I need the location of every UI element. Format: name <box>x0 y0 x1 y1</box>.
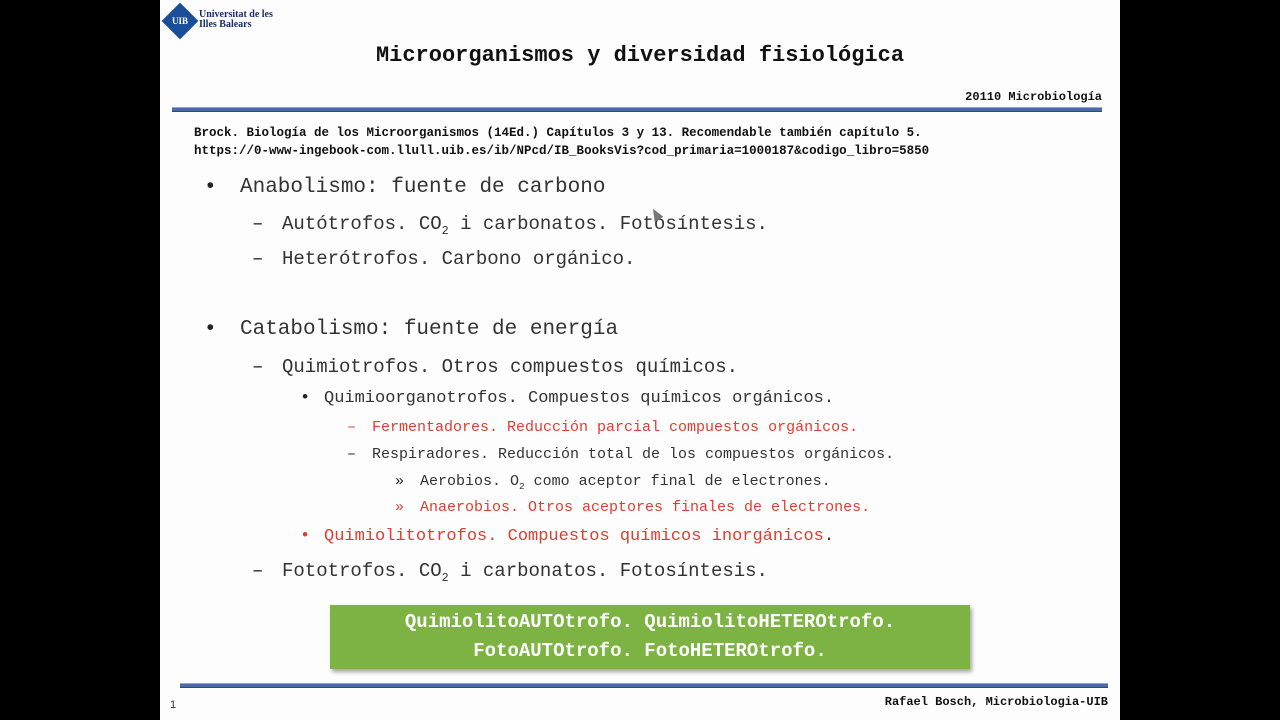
slide <box>160 0 1120 720</box>
bullet-icon: • <box>300 527 311 546</box>
uib-logo-text: Universitat de les Illes Balears <box>199 9 273 30</box>
bullet-respiradores: – Respiradores. Reducción total de los compuestos orgánicos. <box>347 446 895 463</box>
bullet-autotrofos: – Autótrofos. $CO_2$ i carbonatos. Fotosíntesis. <box>252 213 768 238</box>
dash-icon: – <box>347 419 357 436</box>
reference-link[interactable]: https://0-www-ingebook-com.llull.uib.es/ib/NPcd/IB_BooksVis?cod_primaria=1000187&codigo_libro=5850 <box>194 144 930 158</box>
bullet-fototrofos: – Fototrofos. $CO_2$ i carbonatos. Fotosíntesis. <box>252 560 768 585</box>
summary-box <box>330 605 970 669</box>
slide-title: Microorganismos y diversidad fisiológica <box>375 43 905 68</box>
bullet-anaerobios: » Anaerobios. Otros aceptores finales de electrones. <box>395 499 871 516</box>
bullet-heterotrofos: – Heterótrofos. Carbono orgánico. <box>252 248 636 270</box>
bullet-quimioorganotrofos: • Quimioorganotrofos. Compuestos químicos orgánicos. <box>300 389 835 408</box>
top-divider <box>172 107 1102 112</box>
bullet-quimiotrofos: – Quimiotrofos. Otros compuestos químicos. <box>252 356 739 378</box>
dash-icon: – <box>252 560 264 582</box>
bottom-divider <box>180 683 1108 688</box>
bullet-fermentadores: – Fermentadores. Reducción parcial compuestos orgánicos. <box>347 419 859 436</box>
chevron-right-icon: » <box>395 473 405 490</box>
bullet-icon: • <box>204 176 217 199</box>
bullet-aerobios: » Aerobios. $O_2$ como aceptor final de electrones. <box>395 473 831 492</box>
dash-icon: – <box>252 248 264 270</box>
chevron-right-icon: » <box>395 499 405 516</box>
reference-text <box>194 124 929 160</box>
uib-logo <box>163 6 289 34</box>
page-number: 1 <box>170 699 177 711</box>
bullet-anabolismo: • Anabolismo: fuente de carbono <box>204 176 606 199</box>
bullet-quimiolitotrofos: • Quimiolitotrofos. Compuestos químicos inorgánicos. <box>300 527 835 546</box>
summary-line-2: FotoAUTOtrofo. FotoHETEROtrofo. <box>473 640 827 662</box>
bullet-icon: • <box>300 389 311 408</box>
bullet-icon: • <box>204 318 217 341</box>
uib-logo-icon: UIB <box>162 3 199 40</box>
dash-icon: – <box>252 213 264 235</box>
dash-icon: – <box>252 356 264 378</box>
dash-icon: – <box>347 446 357 463</box>
bullet-catabolismo: • Catabolismo: fuente de energía <box>204 318 619 341</box>
course-code: 20110 Microbiología <box>965 90 1102 104</box>
summary-line-1: QuimiolitoAUTOtrofo. QuimiolitoHETEROtrofo. <box>404 611 896 633</box>
footer-author: Rafael Bosch, Microbiologia-UIB <box>884 695 1108 709</box>
reference-line-1: Brock. Biología de los Microorganismos (14Ed.) Capítulos 3 y 13. Recomendable también capítulo 5. <box>194 126 922 140</box>
